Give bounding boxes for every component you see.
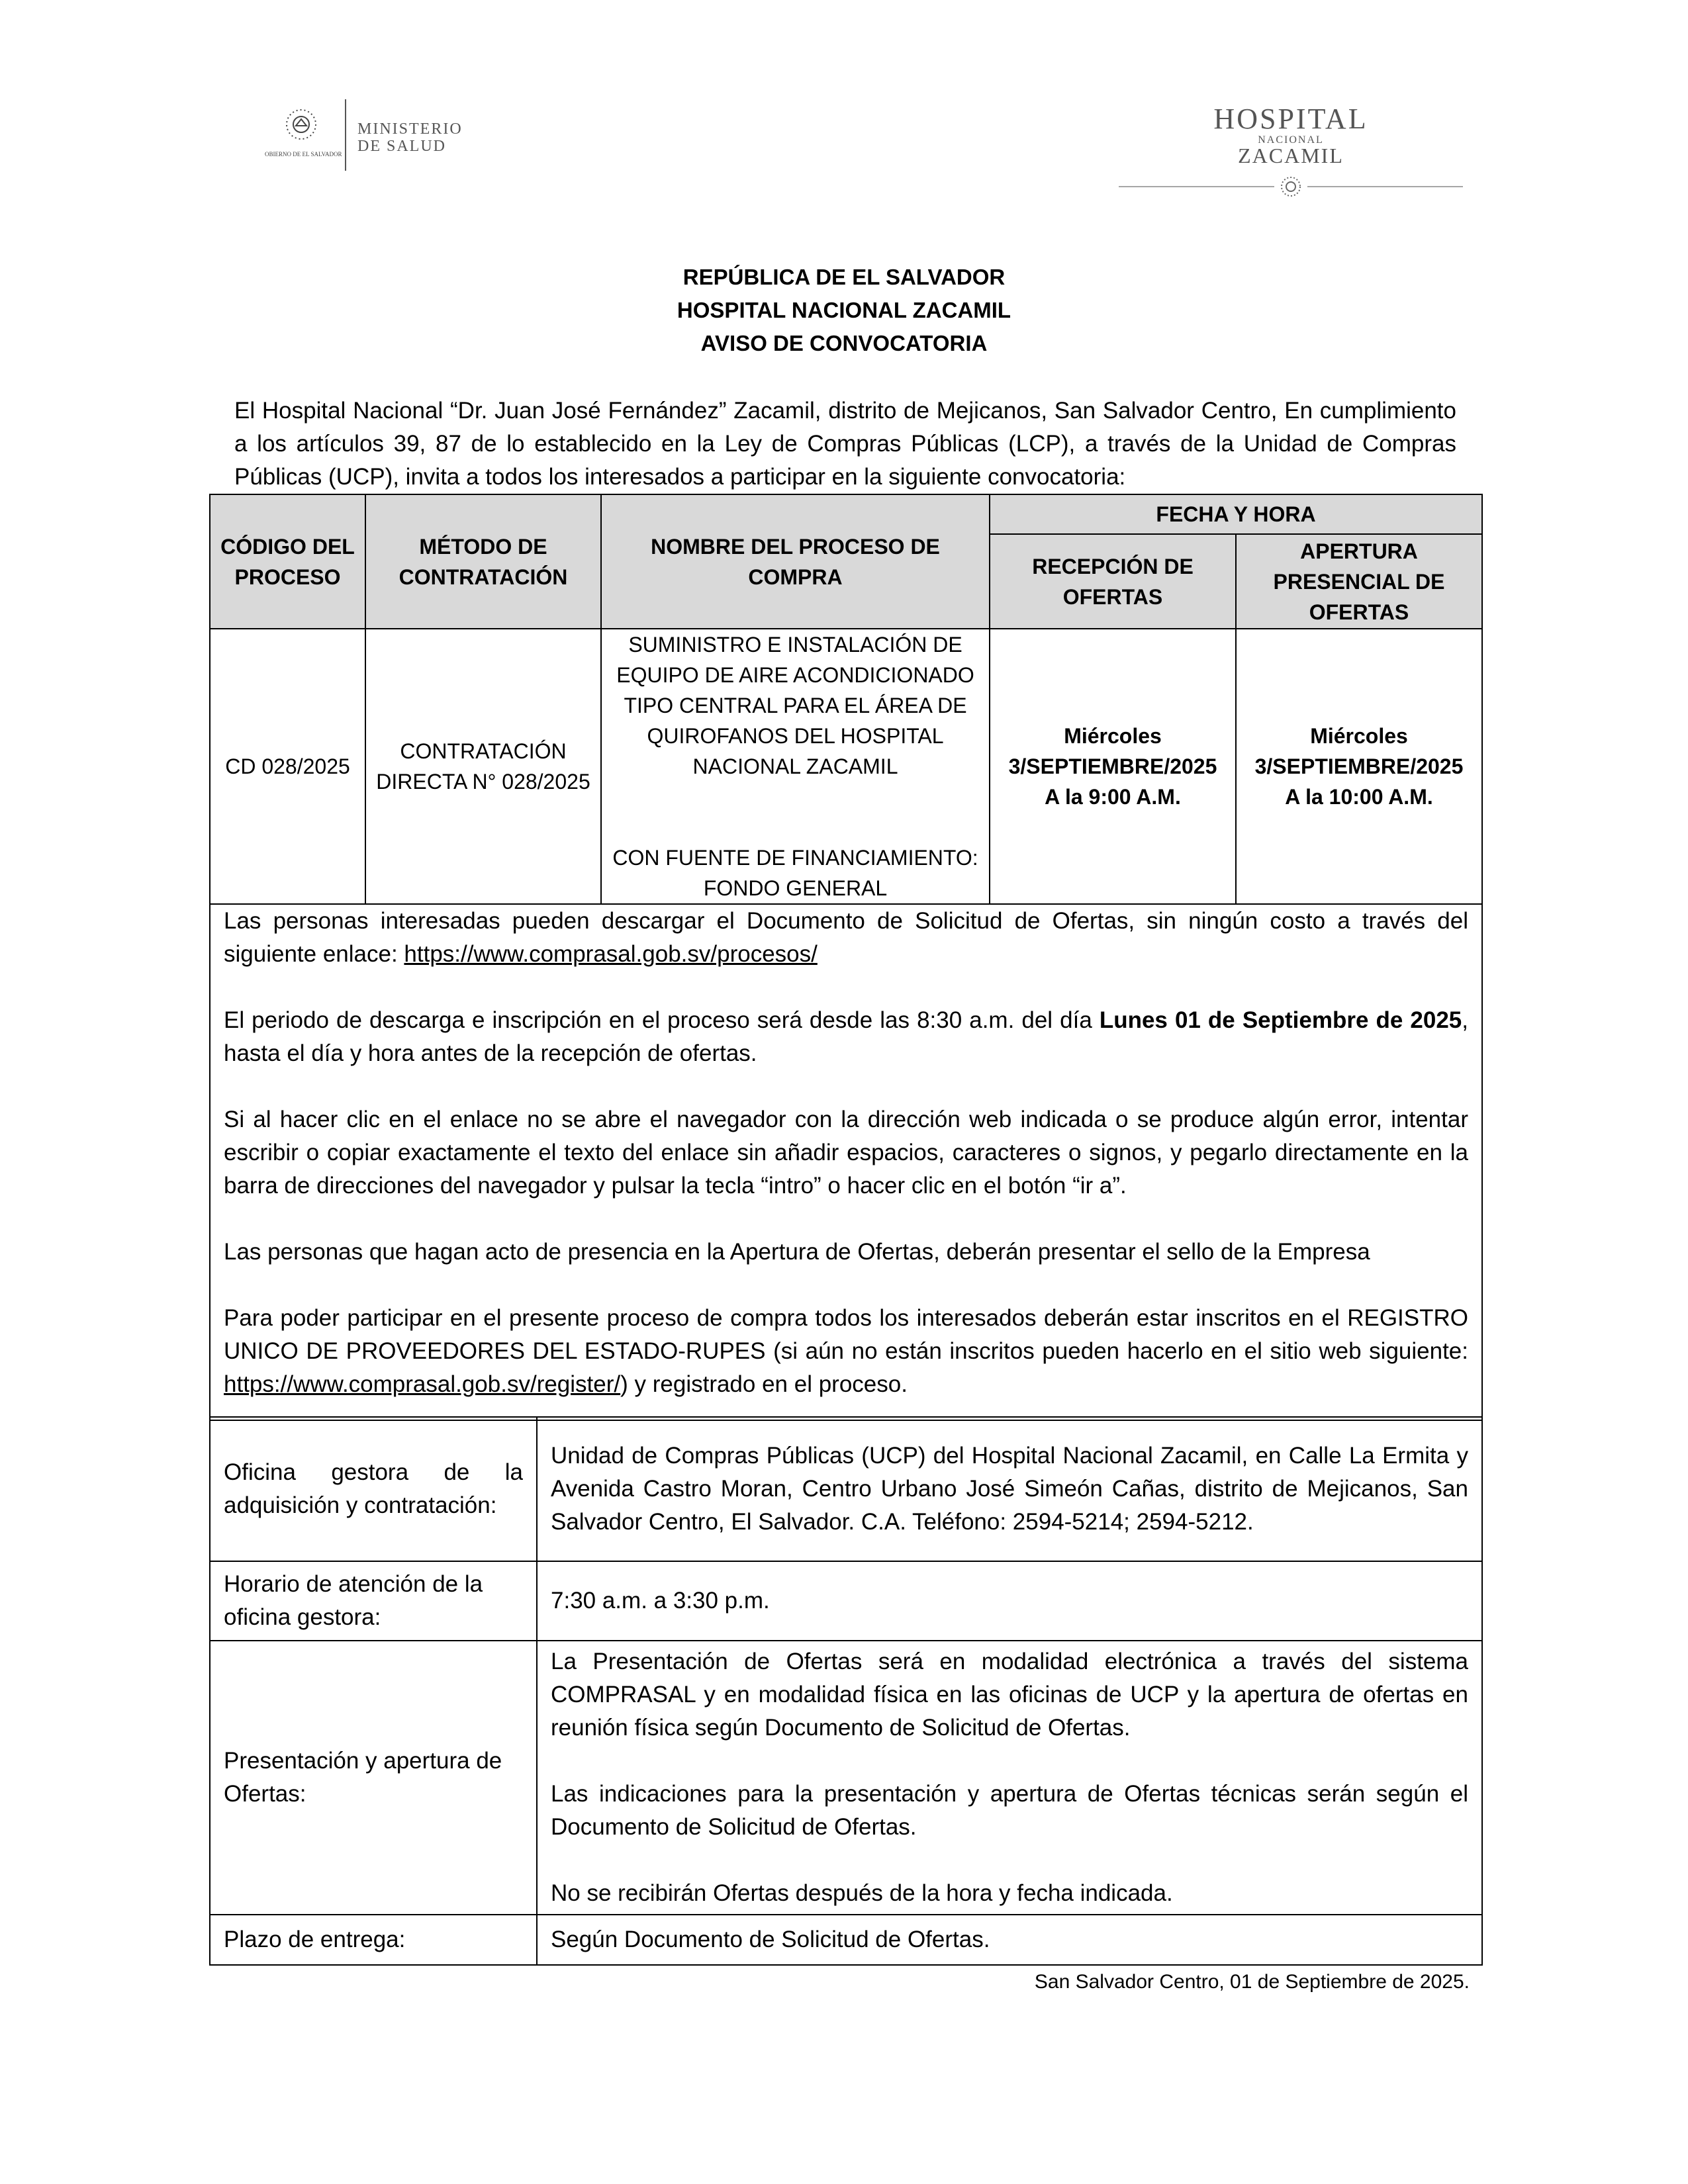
header-apertura: APERTURA PRESENCIAL DE OFERTAS [1236, 534, 1482, 629]
funding-source: CON FUENTE DE FINANCIAMIENTO: FONDO GENERAL [612, 846, 978, 900]
label-horario: Horario de atención de la oficina gestora: [210, 1561, 537, 1641]
info-table [209, 1416, 1483, 1966]
table-row [210, 1915, 1482, 1965]
register-link[interactable]: https://www.comprasal.gob.sv/register/ [224, 1371, 621, 1397]
hospital-zacamil-logo [1119, 99, 1463, 212]
seal-icon [1282, 177, 1300, 196]
header-recepcion: RECEPCIÓN DE OFERTAS [990, 534, 1236, 629]
presentacion-p1: La Presentación de Ofertas será en modalidad electrónica a través del sistema COMPRASAL y en modalidad física en las oficinas de UCP y la apertura de ofertas en reunión física según Documento de Solicitud de Ofertas. [551, 1649, 1468, 1741]
label-oficina: Oficina gestora de la adquisición y contratación: [210, 1417, 537, 1561]
apertura-date: 3/SEPTIEMBRE/2025 [1254, 754, 1464, 778]
cell-metodo: CONTRATACIÓN DIRECTA N° 028/2025 [365, 629, 601, 904]
label-plazo: Plazo de entrega: [210, 1915, 537, 1965]
title-line-3: AVISO DE CONVOCATORIA [700, 331, 988, 355]
de-salud-text: DE SALUD [357, 138, 446, 155]
header-nombre: NOMBRE DEL PROCESO DE COMPRA [601, 494, 990, 629]
instructions-cell [210, 904, 1482, 1420]
seal-paragraph: Las personas que hagan acto de presencia en la Apertura de Ofertas, deberán presentar el sello de la Empresa [224, 1239, 1370, 1265]
rupes-paragraph: Para poder participar en el presente proceso de compra todos los interesados deberán estar inscritos en el REGISTRO UNICO DE PROVEEDORES DEL ESTADO-RUPES (si aún no están inscritos pueden hacerlo en el sitio web siguiente: https://www.comprasal.gob.sv/register/) y registrado en el proceso. [224, 1305, 1468, 1397]
title-line-2: HOSPITAL NACIONAL ZACAMIL [677, 298, 1011, 322]
document-title [0, 261, 1688, 360]
table-row [210, 1641, 1482, 1915]
cell-codigo: CD 028/2025 [210, 629, 365, 904]
header-fecha-hora: FECHA Y HORA [990, 494, 1482, 534]
recepcion-time: A la 9:00 A.M. [1045, 785, 1181, 809]
table-row [210, 1561, 1482, 1641]
apertura-day: Miércoles [1310, 724, 1408, 748]
cell-nombre [601, 629, 990, 904]
ministerio-salud-logo [265, 93, 503, 179]
nacional-text: NACIONAL [1258, 134, 1324, 146]
title-line-1: REPÚBLICA DE EL SALVADOR [682, 265, 1006, 289]
table-row [210, 629, 1482, 904]
value-plazo: Según Documento de Solicitud de Ofertas. [537, 1915, 1482, 1965]
apertura-time: A la 10:00 A.M. [1285, 785, 1433, 809]
download-paragraph: Las personas interesadas pueden descargar el Documento de Solicitud de Ofertas, sin ningún costo a través del siguiente enlace: https://www.comprasal.gob.sv/procesos/ [224, 908, 1468, 967]
label-presentacion: Presentación y apertura de Ofertas: [210, 1641, 537, 1915]
value-horario: 7:30 a.m. a 3:30 p.m. [537, 1561, 1482, 1641]
presentacion-p3: No se recibirán Ofertas después de la hora y fecha indicada. [551, 1880, 1173, 1906]
footer-date: San Salvador Centro, 01 de Septiembre de 2025. [1034, 1971, 1470, 1993]
link-help-paragraph: Si al hacer clic en el enlace no se abre el navegador con la dirección web indicada o se produce algún error, intentar escribir o copiar exactamente el texto del enlace sin añadir espacios, caracteres o signos, y pegarlo directamente en la barra de direcciones del navegador y pulsar la tecla “intro” o hacer clic en el botón “ir a”. [224, 1107, 1468, 1199]
ministerio-text: MINISTERIO [357, 120, 463, 138]
table-row [210, 1417, 1482, 1561]
process-name: SUMINISTRO E INSTALACIÓN DE EQUIPO DE AIRE ACONDICIONADO TIPO CENTRAL PARA EL ÁREA DE QUIROFANOS DEL HOSPITAL NACIONAL ZACAMIL [616, 633, 974, 778]
cell-apertura [1236, 629, 1482, 904]
presentacion-p2: Las indicaciones para la presentación y apertura de Ofertas técnicas serán según el Documento de Solicitud de Ofertas. [551, 1781, 1468, 1840]
procesos-link[interactable]: https://www.comprasal.gob.sv/procesos/ [404, 941, 818, 967]
value-oficina: Unidad de Compras Públicas (UCP) del Hospital Nacional Zacamil, en Calle La Ermita y Avenida Castro Moran, Centro Urbano José Simeón Cañas, distrito de Mejicanos, San Salvador Centro, El Salvador. C.A. Teléfono: 2594-5214; 2594-5212. [537, 1417, 1482, 1561]
recepcion-date: 3/SEPTIEMBRE/2025 [1008, 754, 1217, 778]
government-seal-icon [265, 93, 503, 179]
intro-paragraph: El Hospital Nacional “Dr. Juan José Fernández” Zacamil, distrito de Mejicanos, San Salvador Centro, En cumplimiento a los artículos 39, 87 de lo establecido en la Ley de Compras Públicas (LCP), a través de la Unidad de Compras Públicas (UCP), invita a todos los interesados a participar en la siguiente convocatoria: [234, 398, 1456, 490]
recepcion-day: Miércoles [1064, 724, 1162, 748]
hospital-text: HOSPITAL [1213, 103, 1368, 135]
convocatoria-table [209, 494, 1483, 1421]
header-codigo: CÓDIGO DEL PROCESO [210, 494, 365, 629]
period-paragraph: El periodo de descarga e inscripción en el proceso será desde las 8:30 a.m. del día Lunes 01 de Septiembre de 2025, hasta el día y hora antes de la recepción de ofertas. [224, 1007, 1468, 1066]
cell-recepcion [990, 629, 1236, 904]
gobierno-text: GOBIERNO DE EL SALVADOR [265, 151, 342, 158]
value-presentacion [537, 1641, 1482, 1915]
zacamil-text: ZACAMIL [1238, 144, 1344, 167]
start-date: Lunes 01 de Septiembre de 2025 [1099, 1007, 1462, 1033]
header-metodo: MÉTODO DE CONTRATACIÓN [365, 494, 601, 629]
